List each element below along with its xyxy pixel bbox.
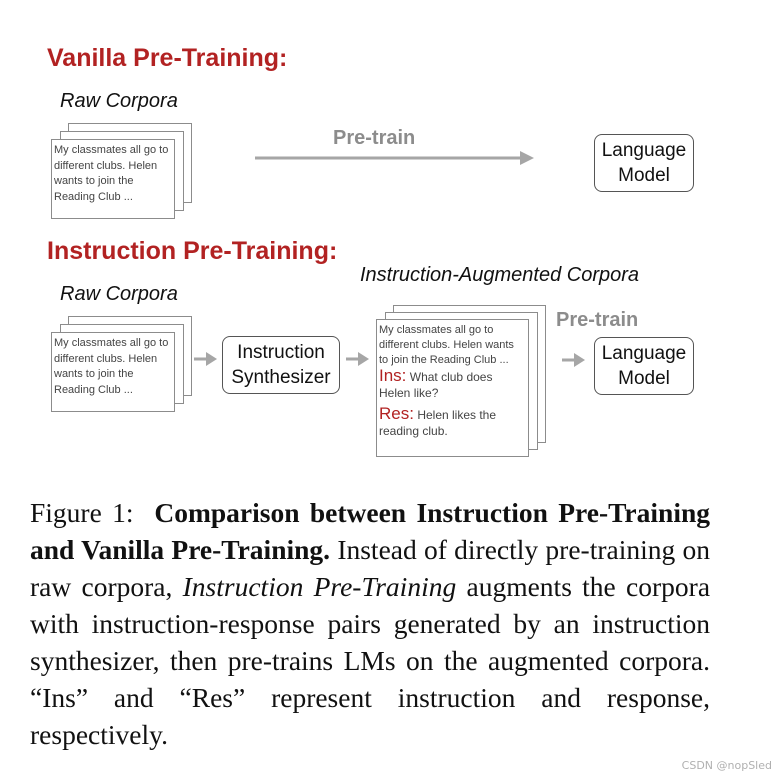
instruction-raw-corpora-label: Raw Corpora [60, 283, 178, 305]
response-pair [377, 406, 528, 439]
res-tag: Res: [379, 404, 414, 423]
caption-bold-title: Comparison between Instruction Pre-Training and Vanilla Pre-Training. [30, 497, 711, 565]
language-model-line2: Model [618, 165, 670, 186]
caption-italic-term: Instruction Pre-Training [182, 571, 457, 602]
augmented-page-front [376, 319, 529, 457]
ins-tag: Ins: [379, 366, 407, 385]
augmented-document-text: My classmates all go to different clubs. Helen wants to join the Reading Club ... [379, 324, 514, 366]
instruction-pretrain-label: Pre-train [556, 309, 639, 331]
language-model-line2: Model [618, 368, 670, 389]
instruction-synthesizer-box [222, 336, 340, 394]
document-page-front [51, 332, 175, 412]
language-model-line1: Language [601, 343, 687, 364]
watermark: CSDN @nopSled [681, 759, 772, 772]
caption-prefix: Figure 1: [30, 497, 134, 528]
ins-text: What club does Helen like? [379, 370, 493, 400]
vanilla-pretrain-arrow [250, 148, 540, 168]
augmented-corpora-label: Instruction-Augmented Corpora [360, 264, 640, 286]
instruction-document-text: My classmates all go to different clubs. Helen wants to join the Reading Club ... [54, 337, 169, 396]
augmented-to-model-arrow [558, 350, 588, 370]
caption-text-2: augments the corpora with instruction-response pairs generated by an instruction synthesizer, then pre-trains LMs on the augmented corpora. “Ins” and “Res” represent instruction and response, respectively. [30, 571, 711, 750]
synthesizer-line1: Instruction [237, 342, 325, 363]
language-model-line1: Language [601, 140, 687, 161]
synth-to-augmented-arrow [342, 349, 372, 369]
synthesizer-line2: Synthesizer [231, 367, 331, 388]
caption-text-1: Instead of directly pre-training on raw corpora, [30, 534, 710, 602]
instruction-pair [377, 368, 528, 401]
raw-to-synth-arrow [190, 349, 220, 369]
vanilla-language-model-box [594, 134, 694, 192]
vanilla-section-title: Vanilla Pre-Training: [47, 44, 288, 72]
res-text: Helen likes the reading club. [379, 408, 497, 438]
vanilla-document-text: My classmates all go to different clubs. Helen wants to join the Reading Club ... [54, 144, 169, 203]
vanilla-pretrain-label: Pre-train [333, 127, 416, 149]
document-page-front [51, 139, 175, 219]
instruction-section-title: Instruction Pre-Training: [47, 237, 338, 265]
vanilla-raw-corpora-label: Raw Corpora [60, 90, 178, 112]
figure-caption [30, 494, 710, 753]
instruction-language-model-box [594, 337, 694, 395]
